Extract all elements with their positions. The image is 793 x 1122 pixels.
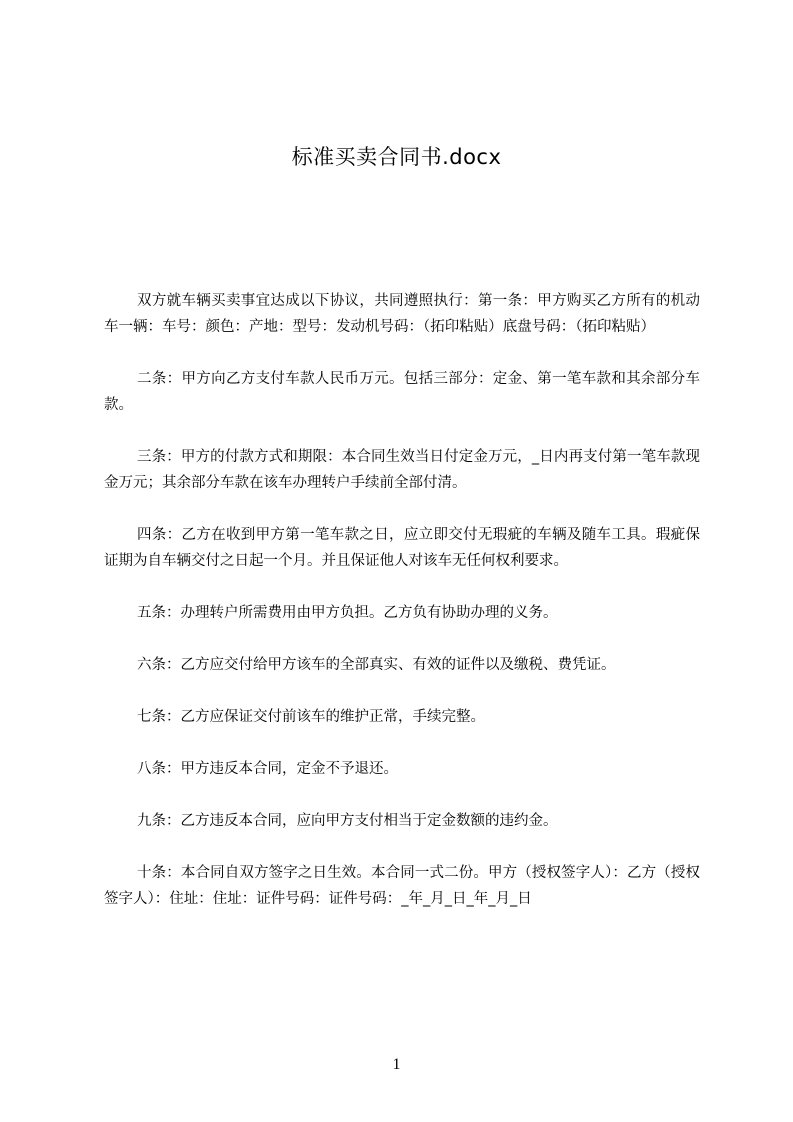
document-title: 标准买卖合同书.docx <box>291 145 502 169</box>
paragraph-article-10: 十条：本合同自双方签字之日生效。本合同一式二份。甲方（授权签字人）：乙方（授权签字人）：住址：住址：证件号码：证件号码：_年_月_日_年_月_日 <box>104 865 700 907</box>
paragraph-article-6: 六条：乙方应交付给甲方该车的全部真实、有效的证件以及缴税、费凭证。 <box>137 657 616 673</box>
paragraph-article-8: 八条：甲方违反本合同，定金不予退还。 <box>137 761 398 777</box>
paragraph-article-5: 五条：办理转户所需费用由甲方负担。乙方负有协助办理的义务。 <box>137 605 558 621</box>
document-body <box>104 288 700 938</box>
paragraph-article-9: 九条：乙方违反本合同，应向甲方支付相当于定金数额的违约金。 <box>137 813 558 829</box>
paragraph-article-7: 七条：乙方应保证交付前该车的维护正常，手续完整。 <box>137 709 485 725</box>
paragraph-article-3: 三条：甲方的付款方式和期限：本合同生效当日付定金万元，_日内再支付第一笔车款现金万元；其余部分车款在该车办理转户手续前全部付清。 <box>104 449 700 491</box>
paragraph-article-2: 二条：甲方向乙方支付车款人民币万元。包括三部分：定金、第一笔车款和其余部分车款。 <box>104 371 700 413</box>
paragraph-article-4: 四条：乙方在收到甲方第一笔车款之日，应立即交付无瑕疵的车辆及随车工具。瑕疵保证期为自车辆交付之日起一个月。并且保证他人对该车无任何权利要求。 <box>104 527 700 569</box>
paragraph-article-1: 双方就车辆买卖事宜达成以下协议，共同遵照执行：第一条：甲方购买乙方所有的机动车一辆：车号：颜色：产地：型号：发动机号码：（拓印粘贴）底盘号码：（拓印粘贴） <box>104 293 700 335</box>
page-number: 1 <box>392 1056 401 1073</box>
